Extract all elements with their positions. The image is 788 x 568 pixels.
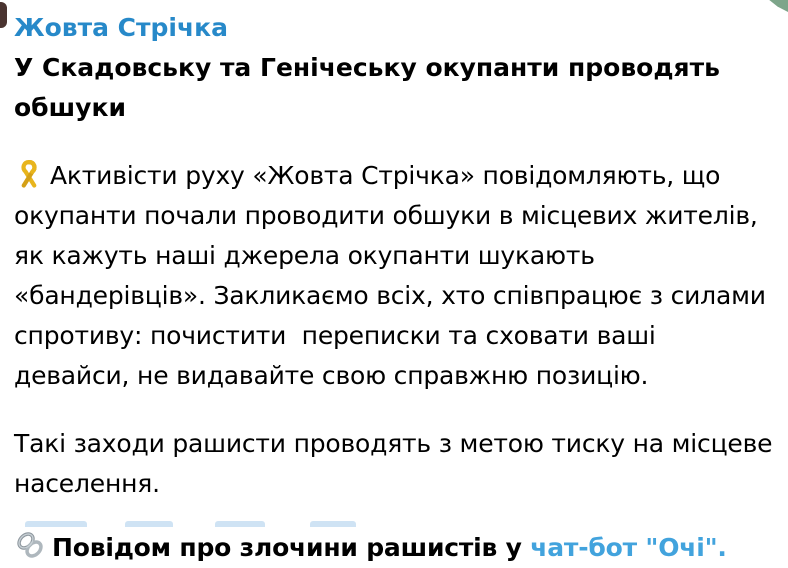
yellow-ribbon-icon xyxy=(14,159,44,189)
cutoff-text-fragment xyxy=(215,521,265,527)
paragraph-1-text: Активісти руху «Жовта Стрічка» повідомляють, що окупанти почали проводити обшуки в місцевих жителів, як кажуть наші джерела окупанти шукають «бандерівців». Закликаємо всіх, хто співпрацює з силами спротиву: почистити переписки та сховати ваші девайси, не видавайте свою справжню позицію. xyxy=(14,161,774,390)
cutoff-text-fragment xyxy=(310,521,356,527)
channel-name[interactable]: Жовта Стрічка xyxy=(14,13,228,42)
post-footer xyxy=(14,528,774,568)
footer-text: Повідом про злочини рашистів у xyxy=(52,533,531,562)
chain-link-icon xyxy=(14,529,46,561)
chat-bot-link[interactable]: чат-бот "Очі". xyxy=(530,533,727,562)
cutoff-text-fragment xyxy=(25,521,87,527)
post-paragraph-1 xyxy=(14,156,774,396)
post-paragraph-2: Такі заходи рашисти проводять з метою тиску на місцеве населення. xyxy=(14,429,781,498)
post-headline: У Скадовську та Генічеську окупанти проводять обшуки xyxy=(14,53,720,122)
cutoff-text-fragment xyxy=(125,521,173,527)
